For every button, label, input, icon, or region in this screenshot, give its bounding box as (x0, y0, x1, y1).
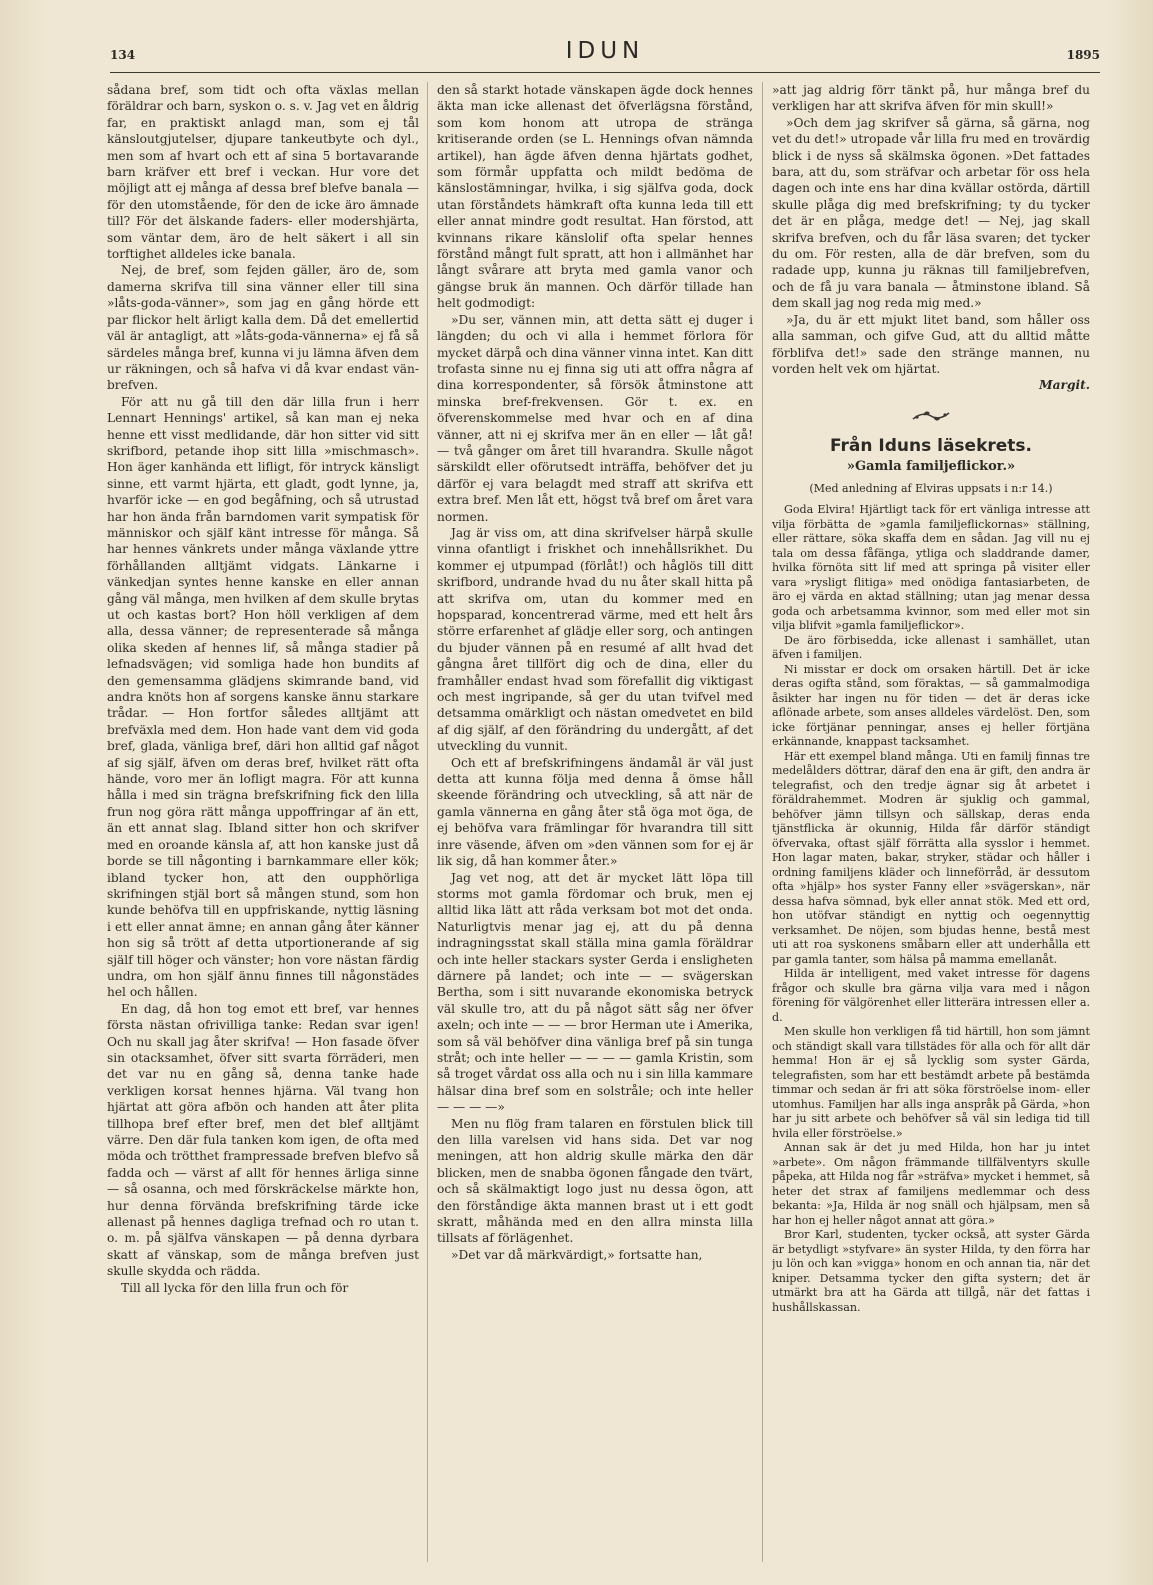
letter-paragraph-4: Här ett exempel bland många. Uti en familj finnas tre medelålders döttrar, däraf den ena är gift, den andra är telegrafist, och den tredje ägnar sig åt arbetet i föräldrahemmet. Modren är sjuklig och gammal, behöfver jämn tillsyn och sällskap, deras enda tjänstflicka är okunnig, Hilda får därför ständigt öfvervaka, oftast själf förrätta alla sysslor i hemmet. Hon lagar maten, bakar, stryker, städar och håller i ordning familjens kläder och linneförråd, är dessutom ofta »hjälp» hos syster Fanny eller »svägerskan», när dessa hafva sömnad, byk eller annat stök. Med ett ord, hon utöfvar ständigt en nyttig och oegennyttig verksamhet. De nöjen, som bjudas henne, bestå mest uti att roa syskonens småbarn eller att underhålla ett par gamla tanter, som hälsa på mamma emellanåt. (772, 749, 1090, 966)
col3-paragraph-3: »Ja, du är ett mjukt litet band, som håller oss alla samman, och gifve Gud, att du alltid måtte förblifva det!» sade den stränge mannen, nu vorden helt vek om hjärtat. (772, 312, 1090, 376)
masthead-title: IDUN (565, 38, 645, 64)
letter-paragraph-8: Bror Karl, studenten, tycker också, att syster Gärda är betydligt »styfvare» än syster Hilda, ty den förra har ju lön och kan »vigga» honom en och annan tia, när det kniper. Detsamma tycker den gifta systern; det är utmärkt bra att ha Gärda att tillgå, när det fattas i hushållskassan. (772, 1228, 1090, 1314)
letter-paragraph-7: Annan sak är det ju med Hilda, hon har ju intet »arbete». Om någon främmande tillfälventyrs skulle påpeka, att Hilda nog får »sträfva» mycket i hemmet, så heter det strax af familjens medlemmar och dess bekanta: »Ja, Hilda är nog snäll och hjälpsam, men så har hon ej heller något annat att göra.» (772, 1141, 1090, 1227)
ornament-divider (772, 408, 1090, 428)
col2-paragraph-6: Men nu flög fram talaren en förstulen blick till den lilla varelsen vid hans sida. Det var nog meningen, att hon aldrig skulle märka den där blicken, men de snabba ögonen fångade den tvärt, och så skälmaktigt logo just nu dessa ögon, att den förståndige äkta mannen brast ut i ett godt skratt, måhända med en den allra minsta lilla tillsats af förlägenhet. (437, 1116, 753, 1246)
col2-paragraph-4: Och ett af brefskrifningens ändamål är väl just detta att kunna följa med denna å ömse håll skeende förändring och utveckling, så att när de gamla vännerna en gång åter stå öga mot öga, de ej behöfva vara främlingar för hvarandra till sitt inre väsende, äfven om »den vännen som for ej är lik sig, då han kommer åter.» (437, 755, 753, 869)
col2-paragraph-1: den så starkt hotade vänskapen ägde dock hennes äkta man icke allenast det öfverlägsna förstånd, som kom honom att utropa de stränga kritiserande orden (se L. Hennings ofvan nämnda artikel), han ägde äfven denna hjärtats godhet, som förmår uppfatta och mildt bedöma de känslostämningar, hvilka, i sig själfva goda, dock utan förståndets hämkraft ofta kunna leda till ett eller annat mindre godt resultat. Han förstod, att kvinnans rikare känslolif ofta spelar hennes förstånd mångt fult spratt, att hon i allmänhet har långt svårare att bryta med gamla vanor och gängse bruk än mannen. Och därför tillade han helt godmodigt: (437, 83, 753, 311)
column-1 (107, 82, 419, 1577)
letter-paragraph-5: Hilda är intelligent, med vaket intresse för dagens frågor och skulle bra gärna vilja vara med i någon förening för välgörenhet eller litterära intressen eller a. d. (772, 967, 1090, 1024)
col3-paragraph-1: »att jag aldrig förr tänkt på, hur många bref du verkligen har att skrifva äfven för min skull!» (772, 83, 1090, 114)
column-3 (772, 82, 1090, 1577)
col2-paragraph-5: Jag vet nog, att det är mycket lätt löpa till storms mot gamla fördomar och bruk, men ej alltid lika lätt att råda verksam bot mot det onda. Naturligtvis menar jag ej, att du på denna indragningsstat skall ställa mina gamla föräldrar och inte heller stackars syster Gerda i ensligheten därnere på landet; och inte — — svägerskan Bertha, som i sitt nuvarande ekonomiska betryck väl skulle tro, att du på något sätt såg ner öfver axeln; och inte — — — bror Herman ute i Amerika, som så väl behöfver dina vänliga bref på sin tunga stråt; och inte heller — — — — gamla Kristin, som så troget vårdat oss alla och nu i sin lilla kammare hälsar dina bref som en solstråle; och inte heller — — — —» (437, 870, 753, 1115)
col2-paragraph-7: »Det var då märkvärdigt,» fortsatte han, (451, 1247, 703, 1262)
reader-letter (772, 503, 1090, 1315)
col3-paragraph-2: »Och dem jag skrifver så gärna, så gärna, nog vet du det!» utropade vår lilla fru med en trovärdig blick i de nyss så skälmska ögonen. »Det fattades bara, att du, som sträfvar och arbetar för oss hela dagen och inte ens har dina kvällar ostörda, därtill skulle plåga dig med brefskrifning; ty du tycker det är en plåga, medge det! — Nej, jag skall skrifva brefven, och du får läsa svaren; det tycker du om. För resten, alla de där brefven, som du radade upp, kunna ju räknas till familjebrefven, och de få ju vara banala — åtminstone ibland. Så dem skall jag nog reda mig med.» (772, 115, 1090, 311)
year-label: 1895 (1066, 48, 1100, 62)
col1-paragraph-3: För att nu gå till den där lilla frun i herr Lennart Hennings' artikel, så kan man ej neka henne ett visst medlidande, där hon sitter vid sitt skrifbord, petande ihop sitt lilla »mischmasch». Hon äger kanhända ett lifligt, för intryck känsligt sinne, ett varmt hjärta, ett gladt, godt lynne, ja, hvarför icke — en god begåfning, och så utrustad har hon ända från barndomen varit sympatisk för människor och själf känt intresse för många. Så har hennes vänkrets under många växlande yttre förhållanden alltjämt vidgats. Länkarne i vänkedjan syntes henne kanske en eller annan gång väl många, men hvilken af dem skulle brytas ut och kastas bort? Hon höll verkligen af dem alla, dessa vänner; de representerade så många olika skeden af hennes lif, så många stadier på lefnadsvägen; vid somliga hade hon bundits af den gemensamma glädjens skimrande band, vid andra knöts hon af sorgens kanske ännu starkare trådar. — Hon fortfor således alltjämt att brefväxla med dem. Hon hade vant dem vid goda bref, glada, vänliga bref, däri hon alltid gaf något af sig själf, äfven om deras bref, hvilket rätt ofta hände, voro mer än lofligt magra. För att kunna hålla i med sin trägna brefskrifning fick den lilla frun nog göra rätt många uppoffringar af än ett, än ett annat slag. Ibland sitter hon och skrifver med en oroande känsla af, att hon kanske just då borde se till någonting i barnkammare eller kök; ibland tycker hon, att den oupphörliga skrifningen stjäl bort så mången stund, som hon kunde behöfva till en uppfriskande, nyttig läsning i ett eller annat ämne; en annan gång åter känner hon sig så trött af detta utportionerande af sig själf till höger och vänster; hon vore nästan färdig undra, om hon själf ännu finnes till någonstädes hel och hållen. (107, 394, 419, 1000)
column-2 (437, 82, 753, 1577)
page-header (110, 38, 1100, 73)
col2-paragraph-2: »Du ser, vännen min, att detta sätt ej duger i längden; du och vi alla i hemmet förlora för mycket därpå och dina vänner vinna intet. Kan ditt trofasta sinne nu ej finna sig uti att offra några af dina korrespondenter, så försök åtminstone att minska bref-frekvensen. Gör t. ex. en öfverenskommelse med hvar och en af dina vänner, att ni ej skrifva mer än en eller — låt gå! — två gånger om året till hvarandra. Skulle något särskildt eller oförutsedt inträffa, behöfver det ju därför ej vara belagdt med straff att skrifva ett extra bref. Men låt ett, högst två bref om året vara normen. (437, 312, 753, 524)
letter-paragraph-6: Men skulle hon verkligen få tid härtill, hon som jämnt och ständigt skall vara tillstädes för alla och för allt där hemma! Hon är ej så lycklig som syster Gärda, telegrafisten, som har ett bestämdt arbete på bestämda timmar och sedan är fri att söka förströelse inom- eller utomhus. Familjen har alls inga anspråk på Gärda, »hon har ju sitt arbete och behöfver så väl sin lediga tid till hvila eller förströelse.» (772, 1025, 1090, 1140)
letter-paragraph-2: De äro förbisedda, icke allenast i samhället, utan äfven i familjen. (772, 633, 1090, 662)
col2-paragraph-3: Jag är viss om, att dina skrifvelser härpå skulle vinna ofantligt i friskhet och innehållsrikhet. Du kommer ej utpumpad (förlåt!) och håglös till ditt skrifbord, undrande hvad du nu åter skall hitta på att skrifva om, utan du kommer med en hopsparad, koncentrerad värme, med ett helt års större erfarenhet af glädje eller sorg, och antingen du bjuder vännen på en resumé af allt hvad det gångna året tillfört dig och de dina, eller du framhåller endast hvad som förefallit dig viktigast och mest ingripande, så ger du utan tvifvel med detsamma omärkligt och nästan omedvetet en bild af dig själf, af den förändring du undergått, af det utveckling du vunnit. (437, 525, 753, 754)
section-subtitle: »Gamla familjeflickor.» (846, 458, 1016, 474)
page-number: 134 (110, 48, 136, 62)
col1-paragraph-5: Till all lycka för den lilla frun och för (121, 1280, 349, 1295)
section-title: Från Iduns läsekrets. (829, 436, 1032, 457)
letter-paragraph-3: Ni misstar er dock om orsaken härtill. Det är icke deras ogifta stånd, som föraktas, — så gammalmodiga åsikter har ingen nu för tiden — det är deras icke aflönade arbete, som anses alldeles värdelöst. Den, som icke förtjänar penningar, anses ej heller förtjäna erkännande, knappast tacksamhet. (772, 662, 1090, 749)
column-divider-2 (762, 82, 763, 1562)
section-note: (Med anledning af Elviras uppsats i n:r 14.) (809, 481, 1053, 495)
col1-paragraph-1: sådana bref, som tidt och ofta växlas mellan föräldrar och barn, syskon o. s. v. Jag vet en åldrig far, en praktiskt anlagd man, som ej tål känsloutgjutelser, djupare tankeutbyte och dyl., men som af hvart och ett af sina 5 bortavarande barn kräfver ett bref i veckan. Hur vore det möjligt att ej många af dessa bref blefve banala — för den utomstående, för den de icke äro ämnade till? För det älskande faders- eller modershjärta, som väntar dem, äro de helt säkert i all sin torftighet alldeles icke banala. (107, 83, 419, 262)
col1-paragraph-2: Nej, de bref, som fejden gäller, äro de, som damerna skrifva till sina vänner eller till sina »låts-goda-vänner», som jag en gång hörde ett par flickor helt ärligt kalla dem. Då det emellertid väl är antagligt, att »låts-goda-vännerna» ej få så särdeles många bref, kunna vi ju lämna äfven dem ur räkningen, och så hafva vi då kvar endast vän-brefven. (107, 263, 419, 393)
letter-paragraph-1: Goda Elvira! Hjärtligt tack för ert vänliga intresse att vilja förbätta de »gamla familjeflickornas» ställning, eller rättare, söka skaffa dem en sådan. Jag vill nu ej tala om dessa fåfänga, ytliga och sladdrande damer, hvilka förnöta sitt lif med att springa på visiter eller vara »rysligt flitiga» med onödiga fantasiarbeten, de äro ej värda en aktad ställning; utan jag menar dessa goda och arbetsamma kvinnor, som med eller mot sin vilja blifvit »gamla familjeflickor». (772, 503, 1090, 633)
column-divider-1 (427, 82, 428, 1562)
author-signature: Margit. (1039, 378, 1090, 393)
leaf-ornament-icon (909, 408, 953, 424)
col1-paragraph-4: En dag, då hon tog emot ett bref, var hennes första nästan ofrivilliga tanke: Redan svar igen! Och nu skall jag åter skrifva! — Hon fasade öfver sin otacksamhet, öfver sitt svarta förräderi, men det var nu en gång så, denna tanke hade verkligen korsat hennes hjärna. Väl tvang hon hjärtat att göra afbön och handen att åter plita tillhopa bref efter bref, men det blef alltjämt värre. Den där fula tanken kom igen, de ofta med möda och trötthet frampressade brefven blefvo så fadda och — värst af allt för hennes ärliga sinne — så osanna, och med förskräckelse märkte hon, hur denna förvända brefskrifning tärde icke allenast på hennes dagliga trefnad och ro utan t. o. m. på själfva vänskapen — på denna dyrbara skatt af vänskap, som de många brefven just skulle skydda och rädda. (107, 1001, 419, 1279)
